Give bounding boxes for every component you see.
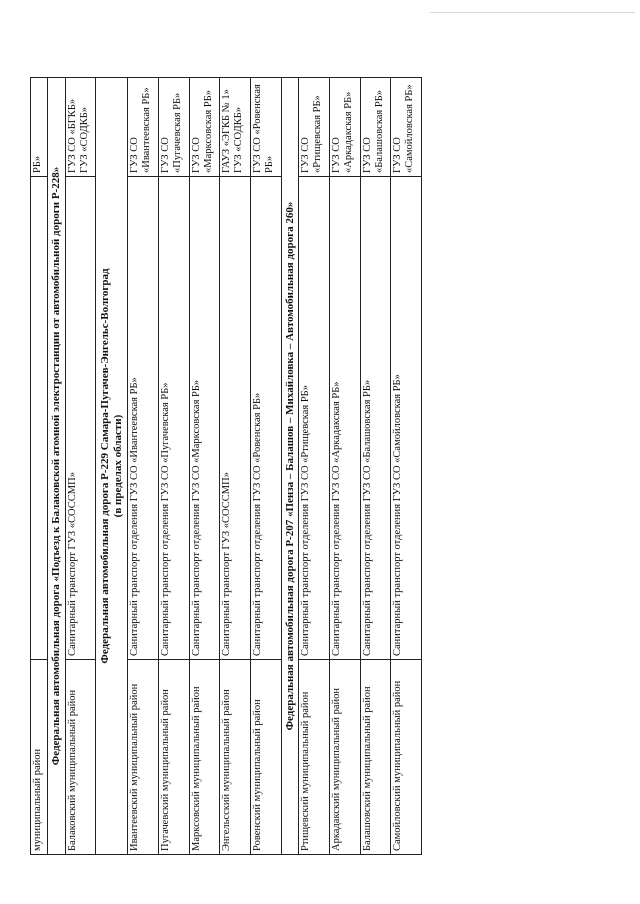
service-cell: Санитарный транспорт отделения ГУЗ СО «Ртищевская РБ»	[299, 177, 330, 660]
section-title	[48, 78, 66, 855]
district-cell: Марксовский муниципальный район	[189, 660, 220, 855]
hospital-cell: ГУЗ СО «Самойловская РБ»	[391, 78, 422, 177]
table-row	[220, 78, 251, 855]
service-cell: Санитарный транспорт отделения ГУЗ СО «Ивантеевская РБ»	[128, 177, 159, 660]
table-row	[128, 78, 159, 855]
hospital-cell: ГУЗ СО «Марксовская РБ»	[189, 78, 220, 177]
service-cell: Санитарный транспорт ГУЗ «СОССМП»	[220, 177, 251, 660]
section-title-text: Федеральная автомобильная дорога Р-207 «Пенза – Балашов – Михайловка – Автомобильная дорога 260»	[283, 201, 296, 731]
service-cell: Санитарный транспорт отделения ГУЗ СО «Балашовская РБ»	[360, 177, 391, 660]
section-row	[281, 78, 299, 855]
service-cell	[31, 177, 48, 660]
table-body	[31, 78, 422, 855]
table-row	[360, 78, 391, 855]
table-row	[31, 78, 48, 855]
hospital-cell: ГУЗ СО «Балашовская РБ»	[360, 78, 391, 177]
service-cell: Санитарный транспорт отделения ГУЗ СО «Пугачевская РБ»	[158, 177, 189, 660]
district-cell: Ивантеевский муниципальный район	[128, 660, 159, 855]
district-cell: Пугачевский муниципальный район	[158, 660, 189, 855]
hospital-cell: РБ»	[31, 78, 48, 177]
district-cell: Ртищевский муниципальный район	[299, 660, 330, 855]
ambulance-route-table	[30, 77, 422, 855]
rotated-page	[30, 77, 422, 855]
hospital-cell: ГУЗ СО «Ровенская РБ»	[250, 78, 281, 177]
service-cell: Санитарный транспорт ГУЗ «СОССМП»	[65, 177, 96, 660]
hospital-cell: ГАУЗ «ЭГКБ № 1» ГУЗ «СОДКБ»	[220, 78, 251, 177]
section-row	[96, 78, 128, 855]
district-cell: Энгельсский муниципальный район	[220, 660, 251, 855]
section-title-text: Федеральная автомобильная дорога Р-229 Самара-Пугачев-Энгельс-Волгоград	[99, 268, 112, 664]
district-cell: Балаковский муниципальный район	[65, 660, 96, 855]
table-row	[65, 78, 96, 855]
service-cell: Санитарный транспорт отделения ГУЗ СО «Самойловская РБ»	[391, 177, 422, 660]
section-subtitle: (в пределах области)	[111, 414, 124, 518]
section-title	[96, 78, 128, 855]
table-row	[189, 78, 220, 855]
service-cell: Санитарный транспорт отделения ГУЗ СО «Марксовская РБ»	[189, 177, 220, 660]
table-row	[329, 78, 360, 855]
hospital-cell: ГУЗ СО «Аркадакская РБ»	[329, 78, 360, 177]
service-cell: Санитарный транспорт отделения ГУЗ СО «Ровенская РБ»	[250, 177, 281, 660]
hospital-cell: ГУЗ СО «БГКБ» ГУЗ «СОДКБ»	[65, 78, 96, 177]
table-row	[158, 78, 189, 855]
district-cell: Аркадакский муниципальный район	[329, 660, 360, 855]
section-title	[281, 78, 299, 855]
hospital-cell: ГУЗ СО «Пугачевская РБ»	[158, 78, 189, 177]
table-row	[250, 78, 281, 855]
service-cell: Санитарный транспорт отделения ГУЗ СО «Аркадакская РБ»	[329, 177, 360, 660]
district-cell: Ровенский муниципальный район	[250, 660, 281, 855]
section-title-text: Федеральная автомобильная дорога «Подъезд к Балаковской атомной электростанции от автомобильной дороги Р-228»	[50, 166, 63, 766]
district-cell: Самойловский муниципальный район	[391, 660, 422, 855]
hospital-cell: ГУЗ СО «Ртищевская РБ»	[299, 78, 330, 177]
district-cell: муниципальный район	[31, 660, 48, 855]
scan-artifact-line	[430, 12, 635, 13]
table-row	[391, 78, 422, 855]
table-row	[299, 78, 330, 855]
hospital-cell: ГУЗ СО «Ивантеевская РБ»	[128, 78, 159, 177]
district-cell: Балашовский муниципальный район	[360, 660, 391, 855]
section-row	[48, 78, 66, 855]
